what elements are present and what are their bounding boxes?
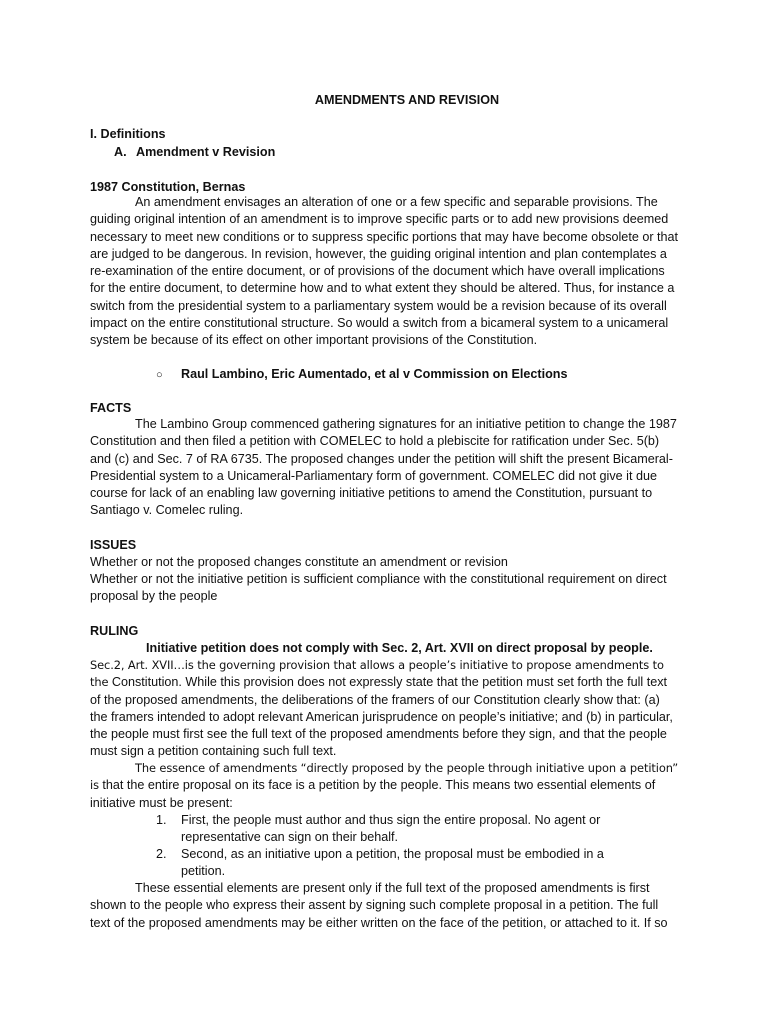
issue-1: Whether or not the proposed changes constitute an amendment or revision: [90, 555, 508, 569]
list-item-text: Second, as an initiative upon a petition, the proposal must be embodied in a petition.: [181, 847, 604, 879]
issues-heading: ISSUES: [90, 538, 137, 552]
ruling-paragraph-1: [90, 657, 680, 761]
section-a-letter: A.: [114, 145, 127, 159]
list-item-number: 1.: [156, 813, 167, 827]
section-a-label: Amendment v Revision: [136, 145, 276, 159]
ruling-paragraph-2: [90, 760, 680, 812]
bernas-paragraph: An amendment envisages an alteration of one or a few specific and separable provisions. The guiding original intention of an amendment is to improve specific parts or to add new provisions deemed necessary to meet new conditions or to suppress specific portions that may have become obsolete or that are judged to be dangerous. In revision, however, the guiding original intention and plan contemplates a re-examination of the entire document, or of provisions of the document which have overall implications for the entire document, to determine how and to what extent they should be altered. Thus, for instance a switch from the presidential system to a parliamentary system would be a revision because of its overall impact on the entire constitutional structure. So would a switch from a bicameral system to a unicameral system be because of its effect on other important provisions of the Constitution.: [90, 195, 679, 348]
list-item-number: 2.: [156, 847, 167, 861]
case-title-line: [156, 366, 568, 384]
section-a-heading: [114, 144, 275, 161]
ruling-paragraph-2-lead: The essence of amendments “directly proposed by the people through initiative upon a petition” is: [90, 761, 678, 793]
facts-heading: FACTS: [90, 401, 132, 415]
ruling-paragraph-1-lead: Sec.2, Art. XVII…is the governing provision that allows a people’s initiative to propose amendments to the: [90, 658, 664, 690]
ruling-paragraph-1-rest: Constitution. While this provision does not expressly state that the petition must set forth the full text of the proposed amendments, the deliberations of the framers of our Constitution clearly show that: (a) the framers intended to adopt relevant American jurisprudence on people’s initiative; and (b) in particular, the people must first see the full text of the proposed amendments before they sign, and that the people must sign a petition containing such full text.: [90, 675, 673, 759]
facts-paragraph: The Lambino Group commenced gathering signatures for an initiative petition to change the 1987 Constitution and then filed a petition with COMELEC to hold a plebiscite for ratification under Sec. 5(b) and (c) and Sec. 7 of RA 6735. The proposed changes under the petition will shift the present Bicameral-Presidential system to a Unicameral-Parliamentary form of government. COMELEC did not give it due course for lack of an enabling law governing initiative petitions to amend the Constitution, pursuant to Santiago v. Comelec ruling.: [90, 417, 677, 518]
list-item-text: First, the people must author and thus sign the entire proposal. No agent or representative can sign on their behalf.: [181, 813, 601, 845]
source-heading: 1987 Constitution, Bernas: [90, 180, 246, 194]
ruling-paragraph-2-rest: that the entire proposal on its face is a petition by the people. This means two essential elements of initiative must be present:: [90, 778, 656, 810]
ruling-subheading: Initiative petition does not comply with Sec. 2, Art. XVII on direct proposal by people.: [146, 641, 653, 655]
final-paragraph: These essential elements are present only if the full text of the proposed amendments is first shown to the people who express their assent by signing such complete proposal in a petition. The full text of the proposed amendments may be either written on the face of the petition, or attached to it. If so: [90, 881, 668, 930]
list-item: [156, 846, 680, 881]
section-i-heading: I. Definitions: [90, 127, 166, 141]
ruling-heading: RULING: [90, 624, 139, 638]
case-title: Raul Lambino, Eric Aumentado, et al v Commission on Elections: [181, 367, 568, 381]
document-title: AMENDMENTS AND REVISION: [314, 93, 500, 107]
bullet-circle-icon: ○: [156, 369, 163, 381]
list-item: [156, 812, 680, 847]
issue-2: Whether or not the initiative petition is sufficient compliance with the constitutional requirement on direct proposal by the people: [90, 572, 667, 604]
